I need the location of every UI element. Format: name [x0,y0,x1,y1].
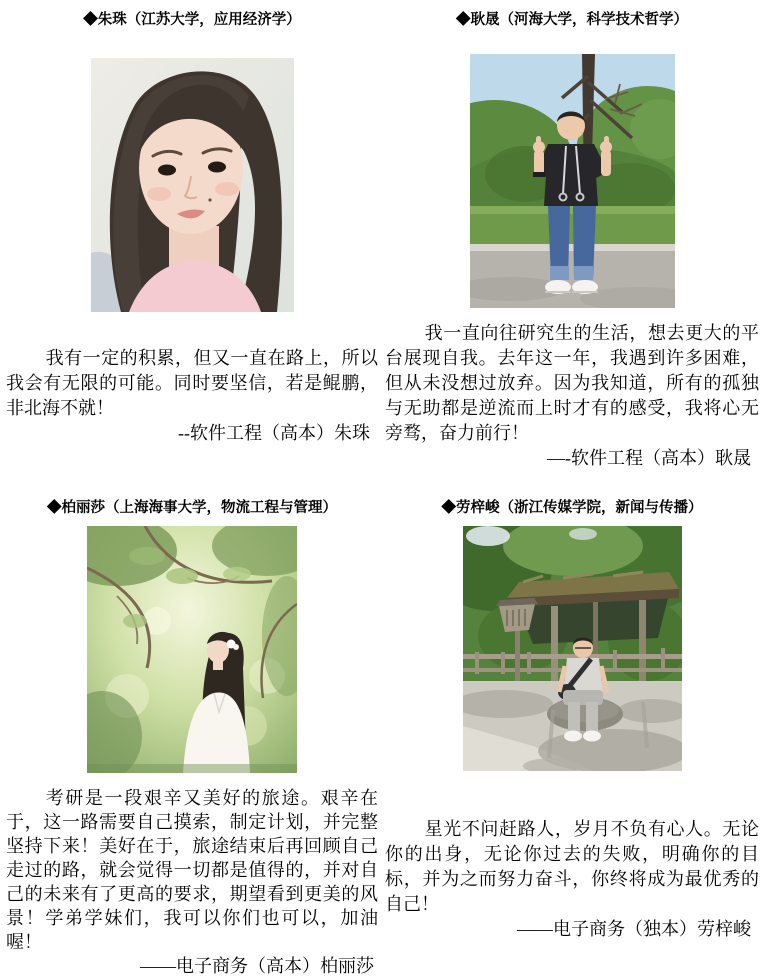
profile-attribution: ——电子商务（独本）劳梓峻 [517,919,751,939]
profile-section-laozijun [385,488,759,942]
photo-man-sitting-pavilion [463,526,682,771]
profile-section-gengsheng [385,10,759,471]
quote-block [385,321,759,471]
quote-block [385,817,759,942]
profile-title: ◆朱珠（江苏大学，应用经济学） [83,12,301,28]
photo-woman-in-forest [87,526,297,773]
quote-block [6,786,378,977]
photo-woman-portrait [91,58,294,312]
profile-section-bailisha [6,488,378,977]
profile-attribution: —-软件工程（高本）耿晟 [547,448,751,468]
profile-attribution: --软件工程（高本）朱珠 [178,423,370,443]
photo-man-standing-outdoors [470,54,675,308]
quote-block [6,346,378,446]
profile-quote: 我一直向往研究生的生活，想去更大的平台展现自我。去年这一年，我遇到许多困难，但从未没想过放弃。因为我知道，所有的孤独与无助都是逆流而上时才有的感受，我将心无旁骛，奋力前行！ [385,323,759,443]
profile-title: ◆耿晟（河海大学，科学技术哲学） [456,12,688,28]
profile-title: ◆柏丽莎（上海海事大学，物流工程与管理） [47,500,337,516]
profile-quote: 星光不问赶路人，岁月不负有心人。无论你的出身，无论你过去的失败，明确你的目标，并为之而努力奋斗，你终将成为最优秀的自己！ [385,819,759,914]
profile-quote: 考研是一段艰辛又美好的旅途。艰辛在于，这一路需要自己摸索，制定计划，并完整坚持下来！美好在于，旅途结束后再回顾自己走过的路，就会觉得一切都是值得的，并对自己的未来有了更高的要求，期望看到更美的风景！学弟学妹们，我可以你们也可以，加油喔！ [6,788,378,952]
profile-section-zhuzhu [6,10,378,446]
profile-title: ◆劳梓峻（浙江传媒学院，新闻与传播） [441,500,703,516]
profile-quote: 我有一定的积累，但又一直在路上，所以我会有无限的可能。同时要坚信，若是鲲鹏，非北海不就！ [6,348,378,418]
profile-attribution: ——电子商务（高本）柏丽莎 [140,956,374,976]
